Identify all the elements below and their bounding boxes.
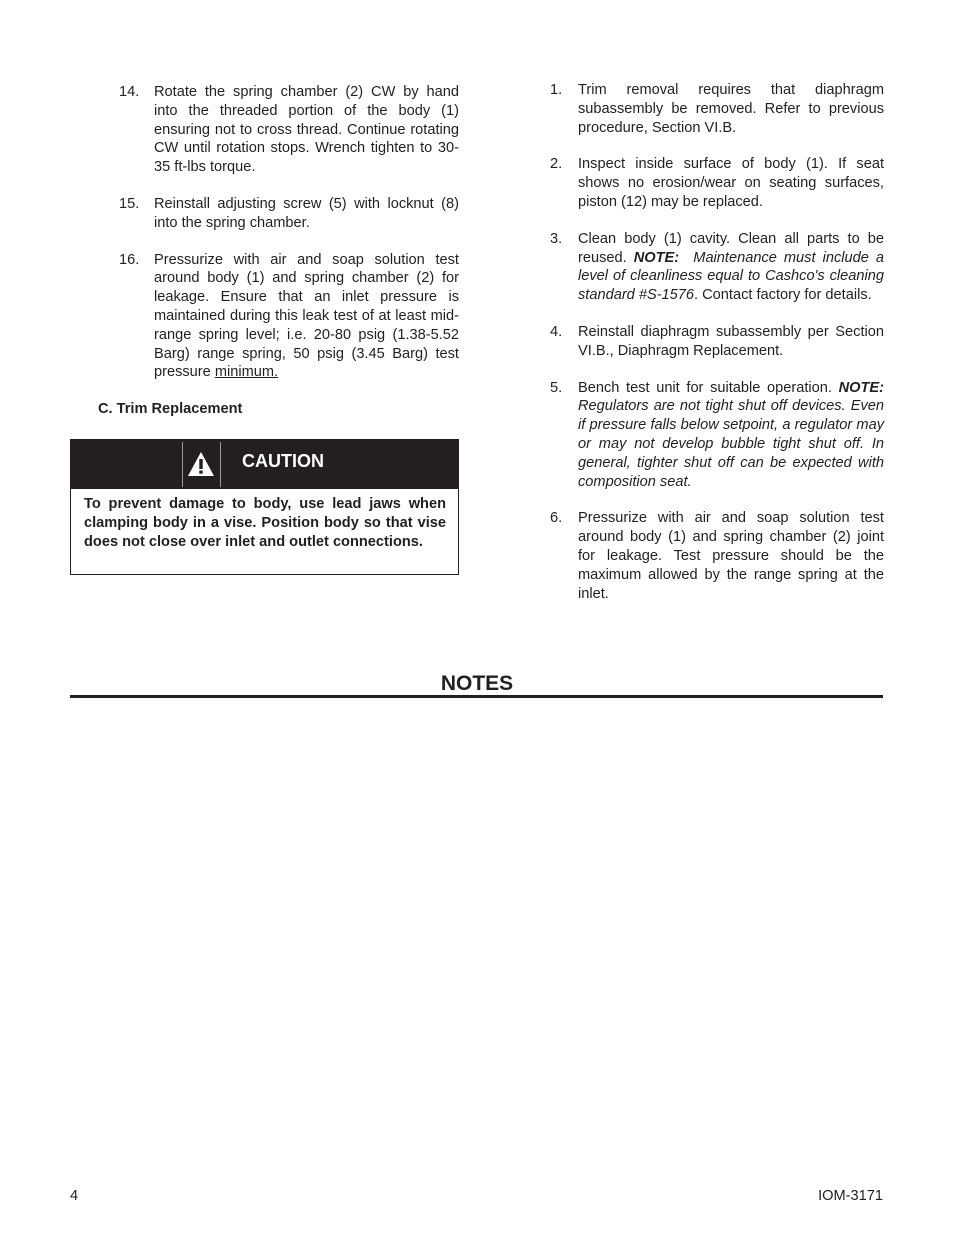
step-number: 4. (550, 323, 563, 340)
step-14 (119, 83, 459, 177)
document-id: IOM-3171 (818, 1188, 883, 1204)
left-column (119, 83, 459, 382)
step-text-main: Pressurize with air and soap solution test around body (1) and spring chamber (2) for leakage. Ensure that an inlet pressure is maintained during this leak test of at least mid-range spring level; i.e. 20-80 psig (1.38-5.52 Barg) range spring, 50 psig (3.45 Barg) test pressure (154, 251, 459, 381)
caution-title: CAUTION (242, 451, 324, 471)
caution-header (71, 440, 458, 489)
step-text: Inspect inside surface of body (1). If seat shows no erosion/wear on seating surfaces, piston (12) may be replaced. (578, 156, 884, 210)
divider (220, 442, 221, 487)
step-number: 2. (550, 156, 563, 173)
step-text-main: Bench test unit for suitable operation. (578, 379, 832, 396)
note-text: Regulators are not tight shut off devices. Even if pressure falls below setpoint, a regulator may or may not develop bubble tight shut off. In general, tighter shut off can be expected with composition seat. (578, 398, 884, 490)
step-text: Trim removal requires that diaphragm subassembly be removed. Refer to previous procedure, Section VI.B. (578, 82, 884, 136)
step-number: 5. (550, 379, 563, 396)
step-text: Pressurize with air and soap solution test around body (1) and spring chamber (2) joint for leakage. Test pressure should be the maximum allowed by the range spring at the inlet. (578, 510, 884, 602)
step-number: 15. (119, 195, 140, 212)
underlined-word: minimum. (214, 364, 279, 381)
step-number: 3. (550, 230, 563, 247)
step-2 (550, 155, 884, 211)
step-15 (119, 195, 459, 233)
step-text (154, 251, 459, 383)
note-label: NOTE: (838, 379, 884, 396)
step-4 (550, 323, 884, 361)
step-text-main: Clean body (1) cavity. Clean all parts to be reused. (578, 230, 884, 266)
warning-triangle-icon (187, 451, 215, 477)
right-column (550, 81, 884, 603)
step-text (578, 379, 884, 492)
notes-divider (70, 695, 883, 698)
step-number: 14. (119, 84, 140, 100)
note-text: Maintenance must include a level of cleanliness equal to Cashco's cleaning standard #S-1576 (578, 249, 885, 304)
step-text: Reinstall adjusting screw (5) with locknut (8) into the spring chamber. (154, 195, 459, 231)
notes-title: NOTES (440, 672, 514, 695)
step-5 (550, 379, 884, 492)
note-label: NOTE: (633, 249, 680, 266)
step-text-tail: . Contact factory for details. (694, 287, 872, 304)
step-1 (550, 81, 884, 137)
step-3 (550, 230, 884, 305)
step-number: 6. (550, 510, 563, 527)
step-16 (119, 251, 459, 383)
step-text (578, 230, 884, 305)
page-number: 4 (70, 1188, 79, 1204)
step-6 (550, 509, 884, 603)
divider (182, 442, 183, 487)
section-heading: C. Trim Replacement (98, 401, 243, 417)
step-text: Rotate the spring chamber (2) CW by hand into the threaded portion of the body (1) ensuring not to cross thread. Continue rotating CW until rotation stops. Wrench tighten to 30-35 ft-lbs torque. (154, 84, 459, 176)
caution-box (70, 439, 459, 575)
caution-text: To prevent damage to body, use lead jaws when clamping body in a vise. Position body so that vise does not close over inlet and outlet connections. (84, 496, 446, 550)
step-number: 1. (550, 82, 563, 98)
step-text: Reinstall diaphragm subassembly per Section VI.B., Diaphragm Replacement. (578, 323, 884, 359)
step-number: 16. (119, 251, 140, 268)
